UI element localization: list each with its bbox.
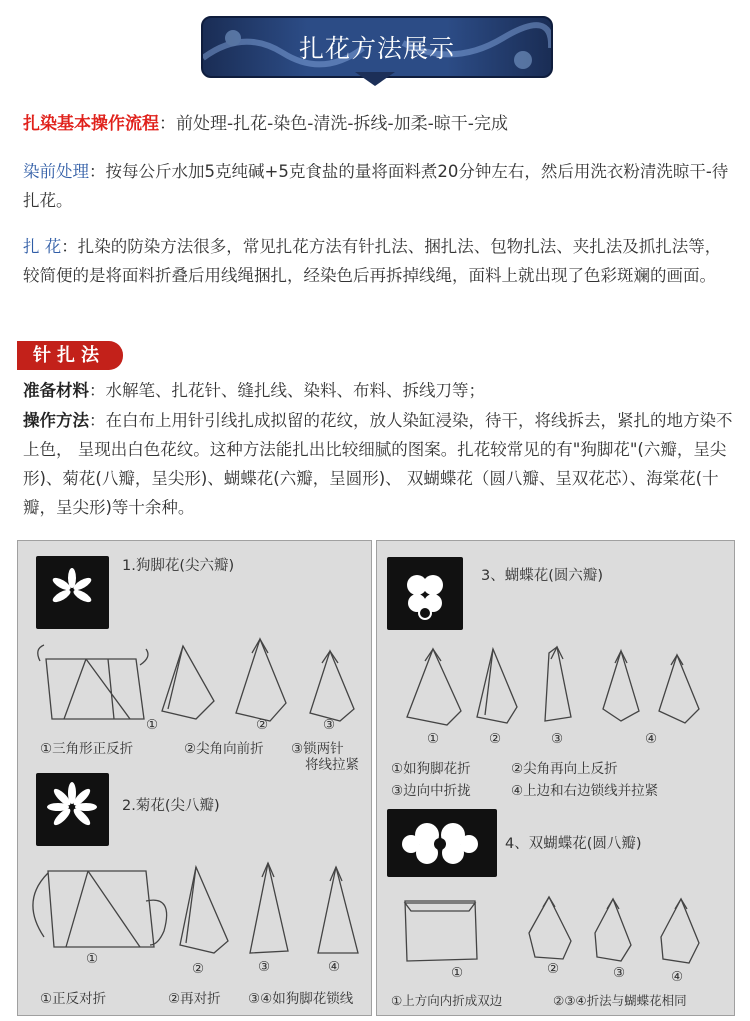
d2-step1-number: ① [86,951,99,967]
d1-step2-number: ② [256,717,269,733]
d3-caption3: ③边向中折拢 [391,783,471,799]
d2-step3-number: ③ [258,959,271,975]
d3-step4-number: ④ [645,731,658,747]
d3-caption4: ④上边和右边锁线并拉紧 [511,783,659,799]
diagram4-title: 4、双蝴蝶花(圆八瓣) [505,836,642,852]
d4-caption1: ①上方向内折成双边 [391,993,503,1008]
d2-caption3: ③④如狗脚花锁线 [248,991,354,1007]
section-tag: 针扎法 [17,341,123,370]
d4-step3-number: ③ [613,965,626,981]
diagram-panel-right [376,540,735,1016]
method-label: 操作方法 [23,411,89,430]
d4-caption2: ②③④折法与蝴蝶花相同 [553,993,687,1008]
diagram-panel-left [17,540,372,1016]
pretreat-text: ：按每公斤水加5克纯碱+5克食盐的量将面料煮20分钟左右，然后用洗衣粉清洗晾干-待扎花。 [23,162,729,210]
banner-pointer [355,72,395,86]
process-line [23,110,735,139]
d3-step1-number: ① [427,731,440,747]
d2-step2-number: ② [192,961,205,977]
pretreat-label: 染前处理 [23,162,89,181]
diagram3-title: 3、蝴蝶花(圆六瓣) [481,568,604,584]
process-separator: ： [159,114,176,134]
tie-text: ：扎染的防染方法很多，常见扎花方法有针扎法、捆扎法、包物扎法、夹扎法及抓扎法等，较简便的是将面料折叠后用线绳捆扎，经染色后再拆掉线绳，面料上就出现了色彩斑斓的画面。 [23,237,722,285]
d1-caption2: ②尖角向前折 [184,741,264,757]
materials-text: ：水解笔、扎花针、缝扎线、染料、布料、拆线刀等； [89,381,485,400]
d4-step1-number: ① [451,965,464,981]
d3-step3-number: ③ [551,731,564,747]
d1-caption3a: ③锁两针 [291,741,344,757]
diagram4-steps [377,541,734,1015]
d4-step2-number: ② [547,961,560,977]
process-text: 前处理-扎花-染色-清洗-拆线-加柔-晾干-完成 [176,114,508,134]
materials-line [23,376,735,405]
d3-step2-number: ② [489,731,502,747]
d1-caption3b: 将线拉紧 [305,757,359,773]
d2-caption1: ①正反对折 [40,991,107,1007]
process-label: 扎染基本操作流程 [23,114,159,134]
d2-caption2: ②再对折 [168,991,221,1007]
tie-label: 扎 花 [23,237,62,256]
title-banner [201,16,553,78]
d2-step4-number: ④ [328,959,341,975]
method-text: ：在白布上用针引线扎成拟留的花纹，放人染缸浸染，待干，将线拆去，紧扎的地方染不上色， 呈现出白色花纹。这种方法能扎出比较细腻的图案。扎花较常见的有"狗脚花"(六瓣，呈尖形)、菊花(八瓣，呈尖形)、蝴蝶花(六瓣，呈圆形)、 双蝴蝶花（圆八瓣、呈双花芯）、海棠花(十瓣，呈尖形)等十余种。 [23,411,733,517]
method-paragraph [23,406,735,522]
d3-caption1: ①如狗脚花折 [391,761,471,777]
pretreat-paragraph [23,157,735,215]
d1-caption1: ①三角形正反折 [40,741,134,757]
diagram2-steps [18,541,371,1015]
d3-caption2: ②尖角再向上反折 [511,761,618,777]
d1-step1-number: ① [146,717,159,733]
tie-paragraph [23,232,735,290]
banner-title: 扎花方法展示 [298,34,455,63]
materials-label: 准备材料 [23,381,89,400]
diagram2-title: 2.菊花(尖八瓣) [122,798,220,814]
diagram1-title: 1.狗脚花(尖六瓣) [122,558,235,574]
d4-step4-number: ④ [671,969,684,985]
d1-step3-number: ③ [323,717,336,733]
